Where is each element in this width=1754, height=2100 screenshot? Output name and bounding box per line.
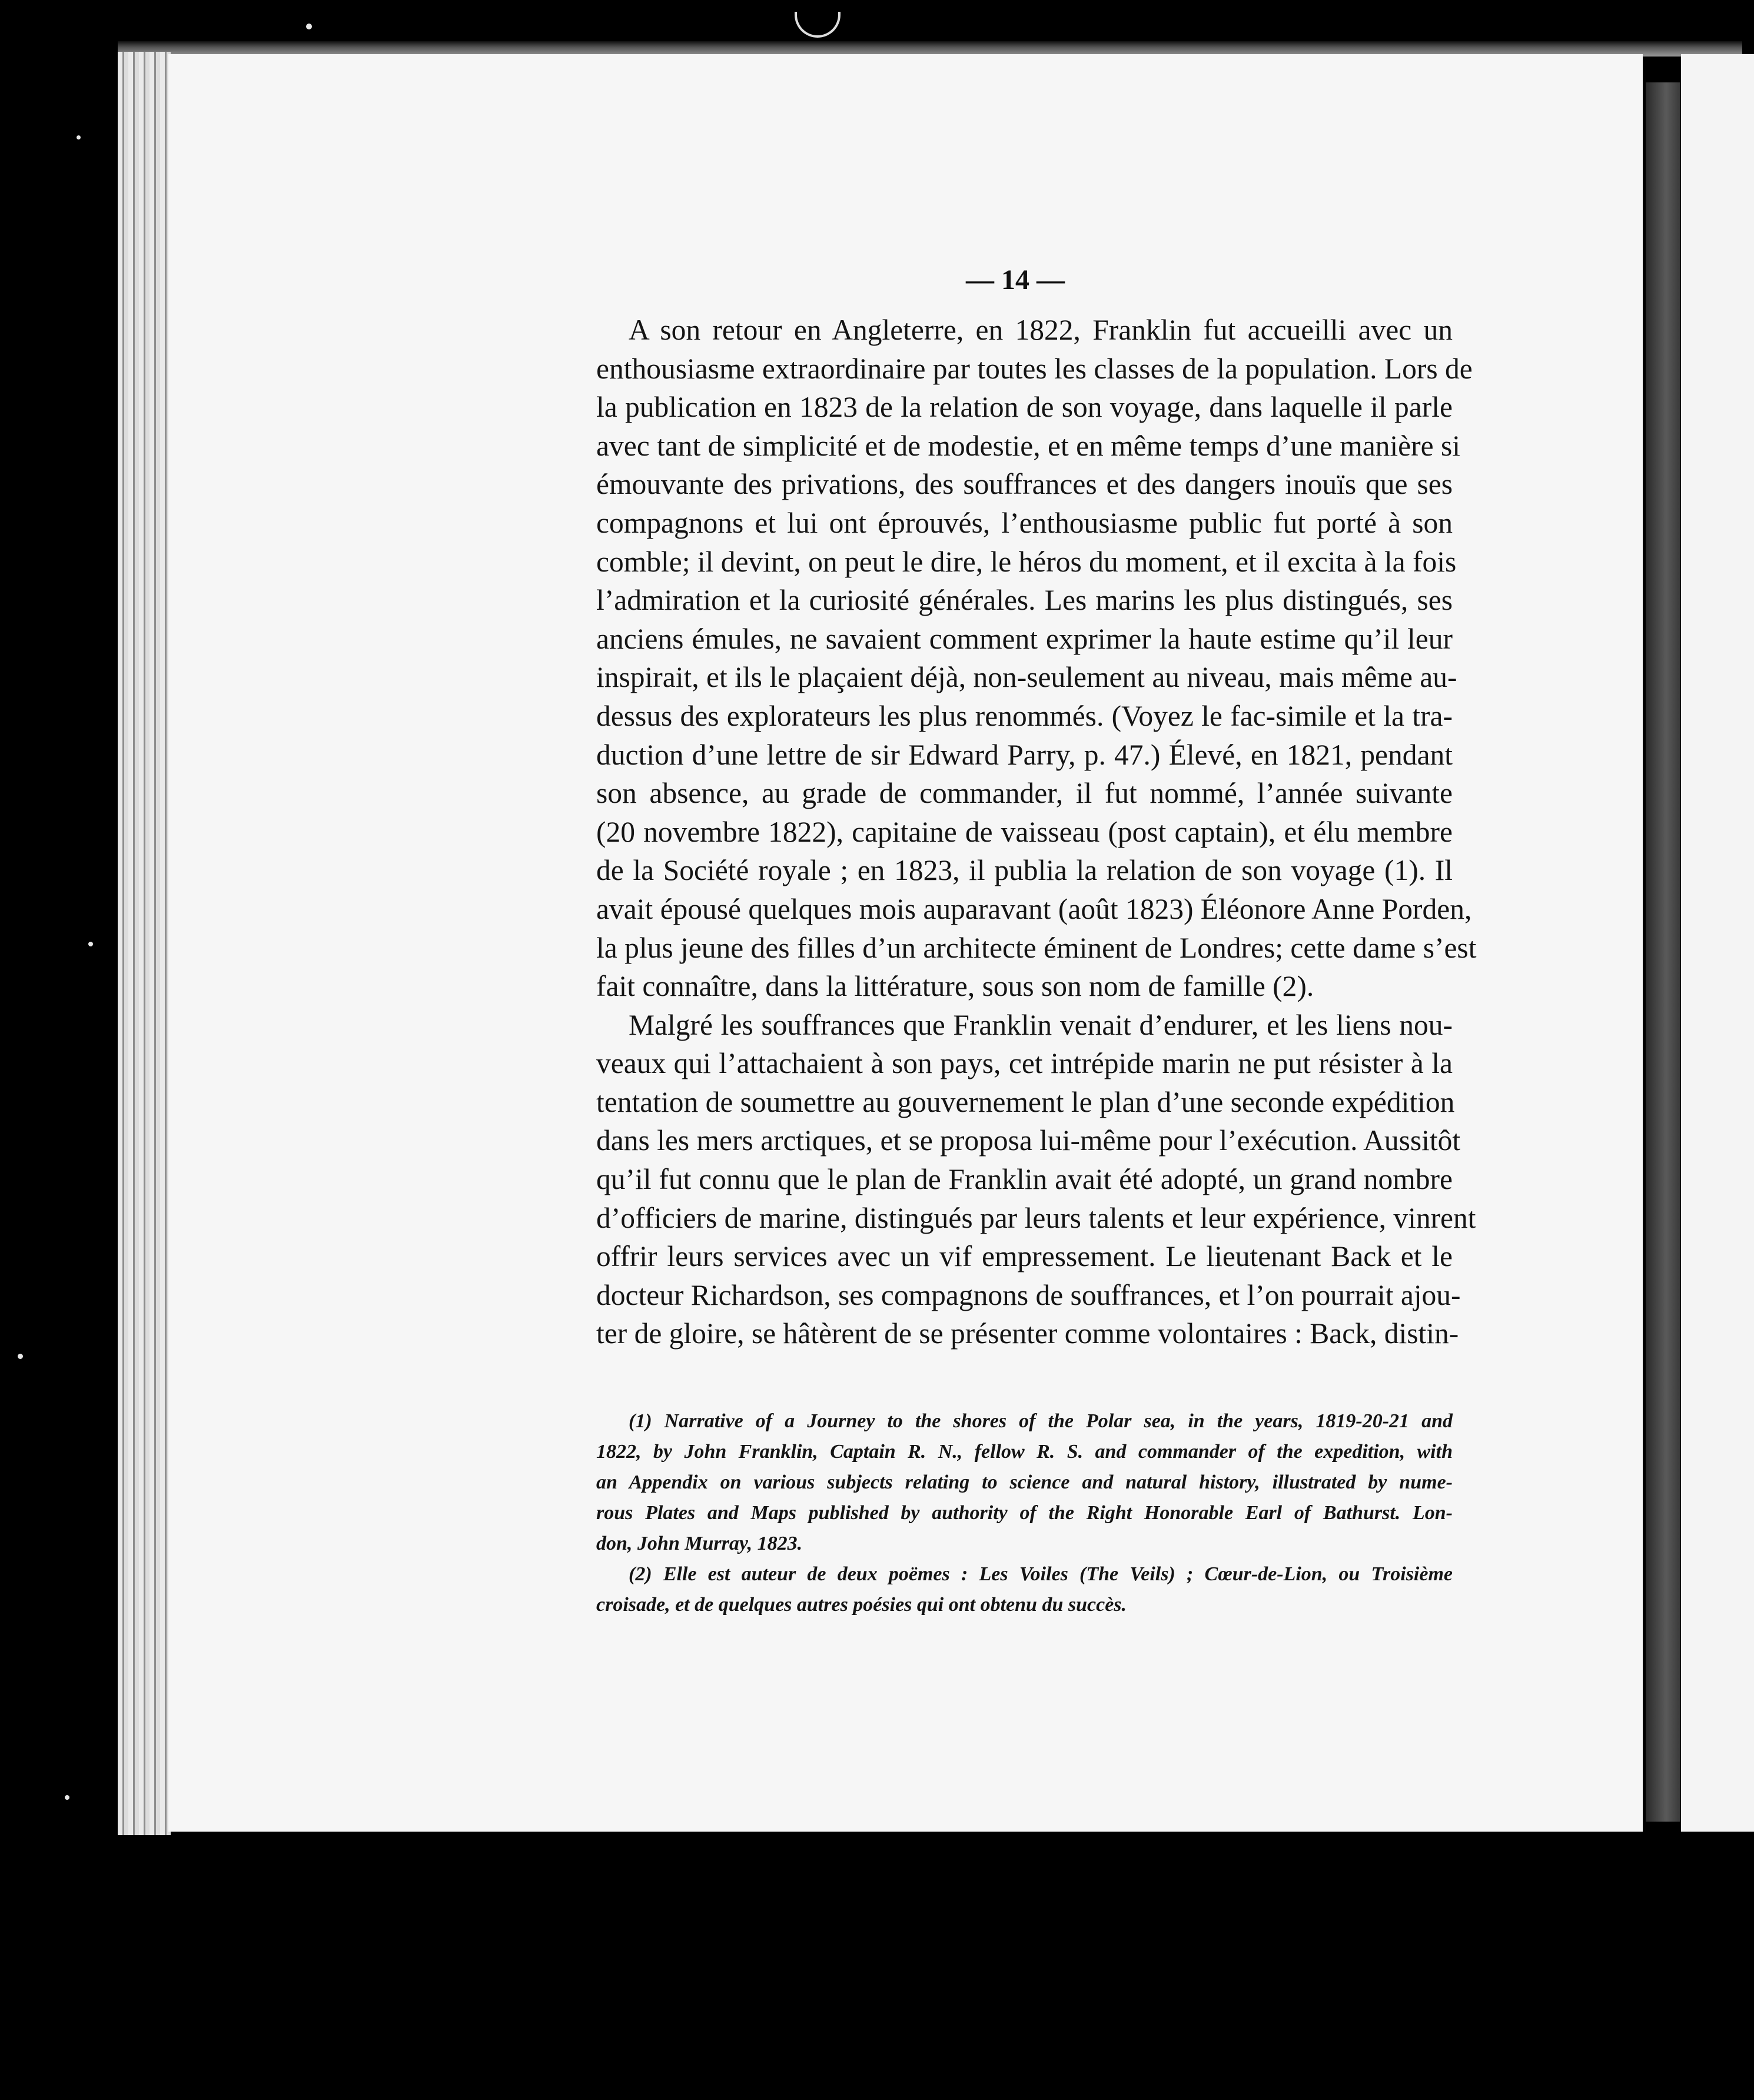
text-line: offrir leurs services avec un vif empressement. Le lieutenant Back et le [596, 1240, 1453, 1273]
text-line: son absence, au grade de commander, il fut nommé, l’année suivante [596, 777, 1453, 810]
text-line: enthousiasme extraordinaire par toutes les classes de la population. Lors de [596, 352, 1473, 385]
footnote-line: rous Plates and Maps published by authority of the Right Honorable Earl of Bathurst. Lon- [596, 1502, 1453, 1524]
scan-speck [795, 12, 841, 38]
scan-speck [77, 135, 81, 139]
text-line: docteur Richardson, ses compagnons de souffrances, et l’on pourrait ajou- [596, 1278, 1461, 1311]
text-line: Malgré les souffrances que Franklin venait d’endurer, et les liens nou- [629, 1008, 1453, 1041]
text-line: l’admiration et la curiosité générales. Les marins les plus distingués, ses [596, 584, 1453, 617]
text-line: avec tant de simplicité et de modestie, et en même temps d’une manière si [596, 429, 1460, 462]
text-line: dans les mers arctiques, et se proposa lui-même pour l’exécution. Aussitôt [596, 1124, 1461, 1157]
footnote-line: 1822, by John Franklin, Captain R. N., fellow R. S. and commander of the expedition, with [596, 1441, 1453, 1463]
scan-speck [88, 942, 93, 946]
text-line: dessus des explorateurs les plus renommés. (Voyez le fac-simile et la tra- [596, 699, 1453, 732]
scan-speck [306, 24, 312, 29]
footnote-line: don, John Murray, 1823. [596, 1533, 803, 1554]
body-text [596, 311, 1477, 1353]
text-line: fait connaître, dans la littérature, sous son nom de famille (2). [596, 970, 1314, 1003]
text-line: de la Société royale ; en 1823, il publia la relation de son voyage (1). Il [596, 854, 1453, 887]
footnote-line: (2) Elle est auteur de deux poëmes : Les Voiles (The Veils) ; Cœur-de-Lion, ou Troisième [629, 1563, 1453, 1585]
book-spine-shadow [1646, 82, 1680, 1822]
text-line: veaux qui l’attachaient à son pays, cet intrépide marin ne put résister à la [596, 1047, 1453, 1080]
text-line: comble; il devint, on peut le dire, le héros du moment, et il excita à la fois [596, 545, 1457, 578]
text-line: d’officiers de marine, distingués par leurs talents et leur expérience, vinrent [596, 1201, 1476, 1234]
text-line: A son retour en Angleterre, en 1822, Franklin fut accueilli avec un [629, 314, 1453, 346]
page-number: — 14 — [966, 264, 1065, 295]
scan-speck [18, 1354, 23, 1359]
text-line: émouvante des privations, des souffrances et des dangers inouïs que ses [596, 468, 1453, 501]
facing-page-edge [1681, 54, 1754, 1832]
text-line: qu’il fut connu que le plan de Franklin avait été adopté, un grand nombre [596, 1163, 1453, 1196]
footnotes [596, 1406, 1453, 1620]
text-line: tentation de soumettre au gouvernement le plan d’une seconde expédition [596, 1085, 1455, 1118]
page-stack-edges [118, 52, 171, 1835]
scan-speck [65, 1795, 69, 1800]
text-line: anciens émules, ne savaient comment exprimer la haute estime qu’il leur [596, 622, 1453, 655]
text-line: inspirait, et ils le plaçaient déjà, non-seulement au niveau, mais même au- [596, 661, 1457, 694]
text-line: avait épousé quelques mois auparavant (août 1823) Éléonore Anne Porden, [596, 892, 1472, 925]
text-line: (20 novembre 1822), capitaine de vaisseau (post captain), et élu membre [596, 815, 1453, 848]
footnote-line: an Appendix on various subjects relating to science and natural history, illustrated by nume- [596, 1471, 1453, 1493]
footnote-line: croisade, et de quelques autres poésies qui ont obtenu du succès. [596, 1594, 1127, 1616]
text-line: compagnons et lui ont éprouvés, l’enthousiasme public fut porté à son [596, 506, 1453, 539]
text-line: ter de gloire, se hâtèrent de se présenter comme volontaires : Back, distin- [596, 1317, 1459, 1350]
footnote-line: (1) Narrative of a Journey to the shores of the Polar sea, in the years, 1819-20-21 and [629, 1410, 1453, 1432]
text-line: la publication en 1823 de la relation de son voyage, dans laquelle il parle [596, 391, 1453, 424]
text-line: la plus jeune des filles d’un architecte éminent de Londres; cette dame s’est [596, 931, 1477, 964]
text-line: duction d’une lettre de sir Edward Parry, p. 47.) Élevé, en 1821, pendant [596, 738, 1453, 771]
